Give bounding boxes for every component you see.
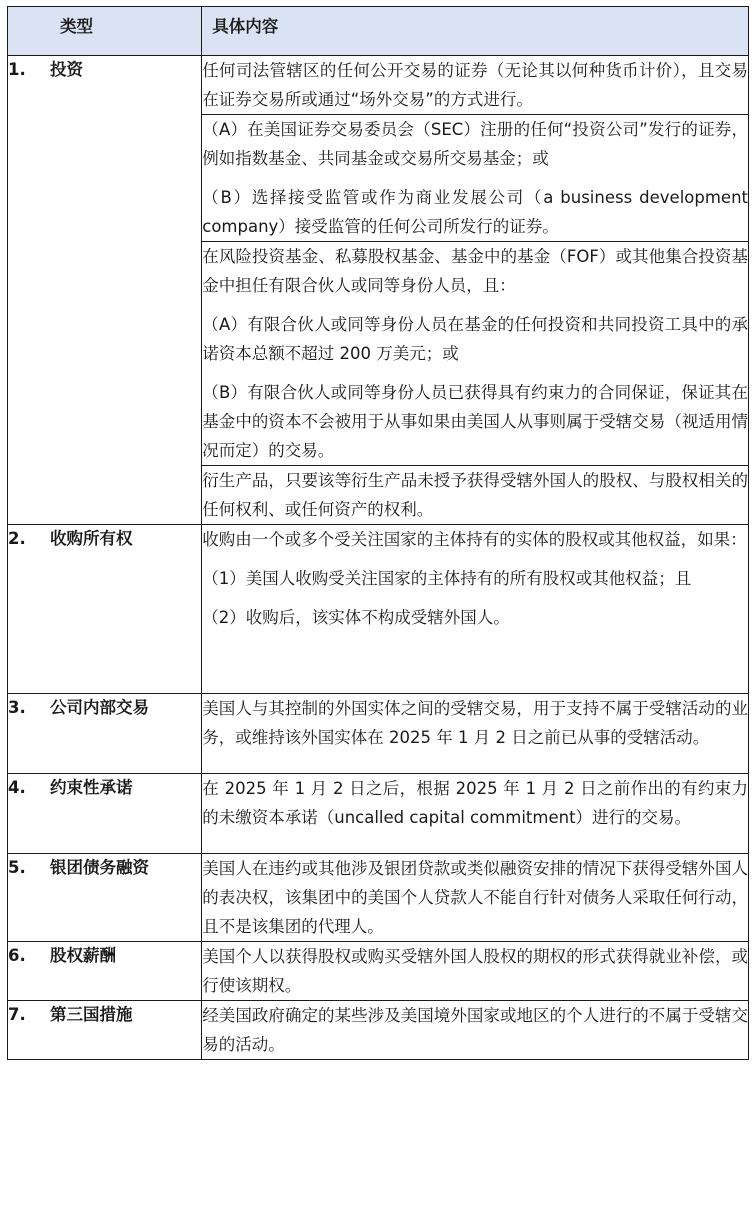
content-paragraph: 美国人与其控制的外国实体之间的受辖交易，用于支持不属于受辖活动的业务，或维持该外国实体在 2025 年 1 月 2 日之前已从事的受辖活动。 xyxy=(202,699,748,747)
content-paragraph: （2）收购后，该实体不构成受辖外国人。 xyxy=(202,608,510,627)
type-label: 收购所有权 xyxy=(50,529,133,548)
row-number: 3. xyxy=(8,698,26,717)
content-paragraph: （A）在美国证券交易委员会（SEC）注册的任何“投资公司”发行的证券，例如指数基金、共同基金或交易所交易基金；或 xyxy=(202,120,748,168)
content-cell xyxy=(202,854,749,942)
content-cell xyxy=(202,774,749,854)
content-cell xyxy=(202,466,749,525)
row-number: 5. xyxy=(8,858,26,877)
table-row xyxy=(8,774,749,854)
header-content: 具体内容 xyxy=(202,7,749,56)
content-paragraph: （B）选择接受监管或作为商业发展公司（a business development company）接受监管的任何公司所发行的证券。 xyxy=(202,188,748,236)
content-paragraph: 任何司法管辖区的任何公开交易的证券（无论其以何种货币计价），且交易在证券交易所或通过“场外交易”的方式进行。 xyxy=(202,61,748,109)
type-label: 投资 xyxy=(50,60,83,79)
type-cell xyxy=(8,694,202,774)
content-cell xyxy=(202,525,749,694)
type-cell xyxy=(8,854,202,942)
type-cell xyxy=(8,525,202,694)
table-row xyxy=(8,694,749,774)
type-label: 股权薪酬 xyxy=(50,946,116,965)
content-cell xyxy=(202,694,749,774)
content-paragraph: 收购由一个或多个受关注国家的主体持有的实体的股权或其他权益，如果： xyxy=(202,530,747,549)
table-row xyxy=(8,854,749,942)
content-paragraph: 美国个人以获得股权或购买受辖外国人股权的期权的形式获得就业补偿，或行使该期权。 xyxy=(202,947,748,995)
table-row xyxy=(8,525,749,694)
type-label: 银团债务融资 xyxy=(50,858,149,877)
table-row xyxy=(8,942,749,1001)
row-number: 1. xyxy=(8,60,26,79)
header-row xyxy=(8,7,749,56)
row-number: 4. xyxy=(8,778,26,797)
type-cell xyxy=(8,774,202,854)
header-type: 类型 xyxy=(8,7,202,56)
type-label: 约束性承诺 xyxy=(50,778,133,797)
row-number: 2. xyxy=(8,529,26,548)
content-paragraph: 经美国政府确定的某些涉及美国境外国家或地区的个人进行的不属于受辖交易的活动。 xyxy=(202,1006,748,1054)
content-paragraph: （A）有限合伙人或同等身份人员在基金的任何投资和共同投资工具中的承诺资本总额不超过 200 万美元；或 xyxy=(202,315,748,363)
exemptions-table xyxy=(7,6,749,1060)
type-label: 公司内部交易 xyxy=(50,698,149,717)
table-row xyxy=(8,56,749,115)
content-paragraph: 在风险投资基金、私募股权基金、基金中的基金（FOF）或其他集合投资基金中担任有限合伙人或同等身份人员，且： xyxy=(202,247,748,295)
content-cell xyxy=(202,242,749,466)
content-cell xyxy=(202,1001,749,1060)
content-paragraph: 衍生产品，只要该等衍生产品未授予获得受辖外国人的股权、与股权相关的任何权利、或任何资产的权利。 xyxy=(202,471,748,519)
content-cell xyxy=(202,56,749,115)
content-paragraph: （B）有限合伙人或同等身份人员已获得具有约束力的合同保证，保证其在基金中的资本不会被用于从事如果由美国人从事则属于受辖交易（视适用情况而定）的交易。 xyxy=(202,383,748,460)
content-cell xyxy=(202,942,749,1001)
content-paragraph: 美国人在违约或其他涉及银团贷款或类似融资安排的情况下获得受辖外国人的表决权，该集团中的美国个人贷款人不能自行针对债务人采取任何行动，且不是该集团的代理人。 xyxy=(202,859,748,936)
table-row xyxy=(8,1001,749,1060)
type-cell xyxy=(8,942,202,1001)
row-number: 6. xyxy=(8,946,26,965)
type-label: 第三国措施 xyxy=(50,1005,133,1024)
content-cell xyxy=(202,115,749,242)
content-paragraph: 在 2025 年 1 月 2 日之后，根据 2025 年 1 月 2 日之前作出的有约束力的未缴资本承诺（uncalled capital commitment）进行的交易。 xyxy=(202,779,748,827)
row-number: 7. xyxy=(8,1005,26,1024)
type-cell xyxy=(8,56,202,525)
content-paragraph: （1）美国人收购受关注国家的主体持有的所有股权或其他权益；且 xyxy=(202,569,692,588)
type-cell xyxy=(8,1001,202,1060)
